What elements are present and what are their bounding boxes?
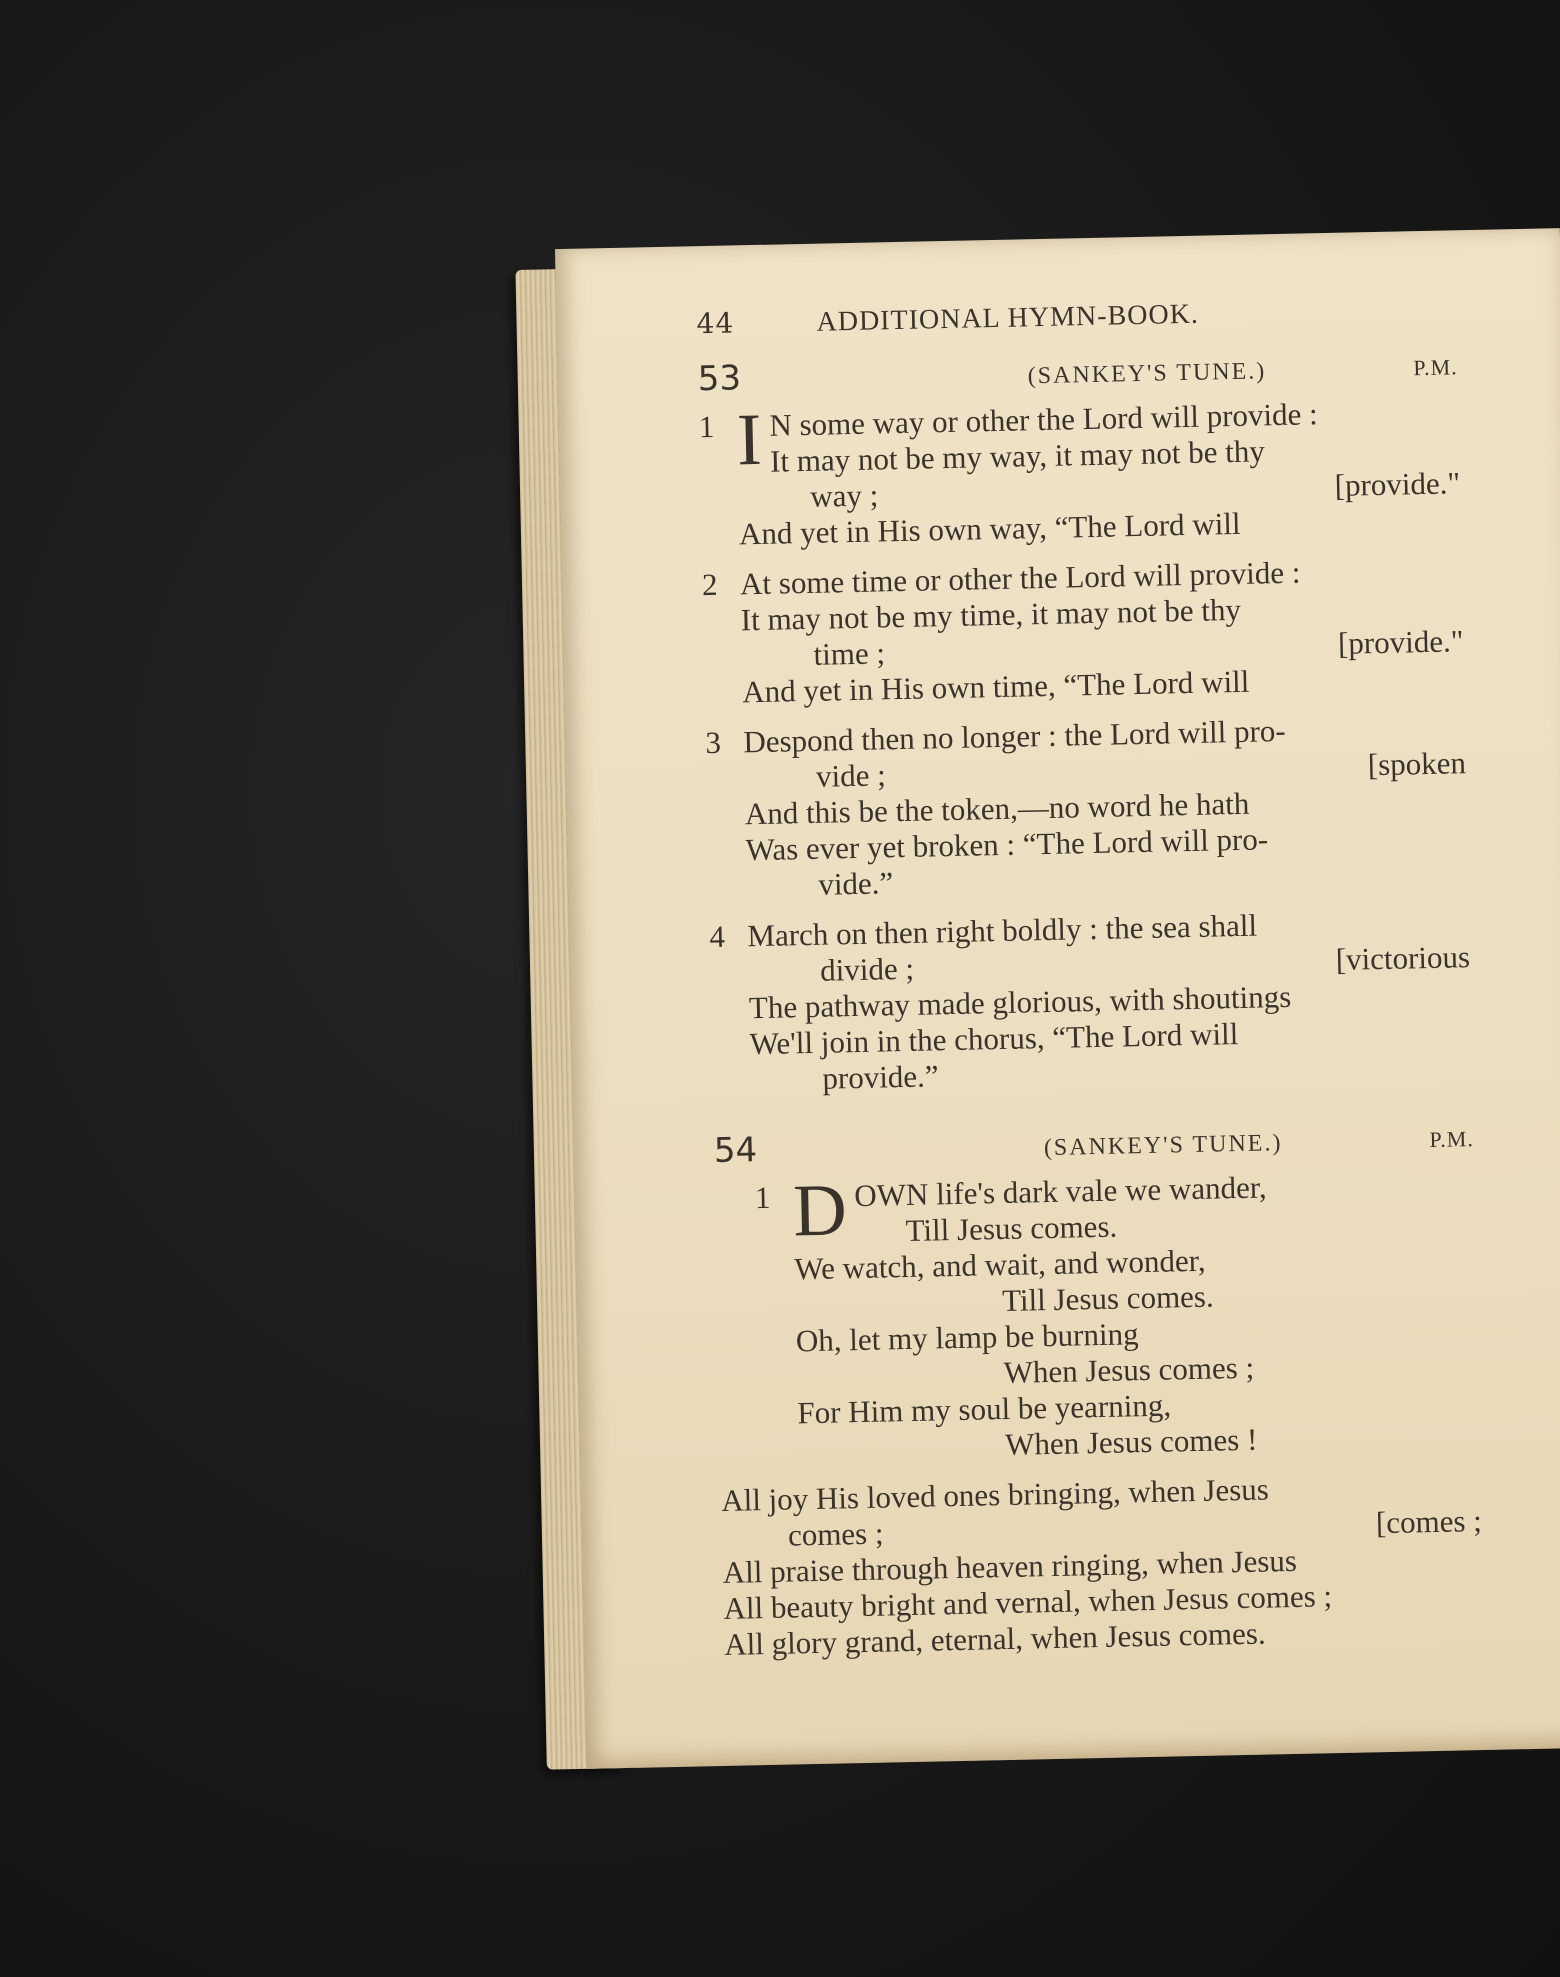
- verse-number: 4: [709, 918, 726, 955]
- verse-line: vide ;: [815, 757, 887, 794]
- verse-line: March on then right boldly : the sea shall: [747, 907, 1258, 954]
- chorus-line: All joy His loved ones bringing, when Jesus: [720, 1471, 1270, 1518]
- verse-line: Till Jesus comes.: [1001, 1278, 1215, 1319]
- verse-1: [715, 1165, 1481, 1469]
- verse-line: time ;: [813, 635, 886, 672]
- hymn-book: [515, 228, 1560, 1790]
- tune-name: (SANKEY'S TUNE.): [1043, 1130, 1283, 1162]
- verse-line: vide.”: [817, 865, 894, 902]
- verse-number: 2: [701, 566, 718, 603]
- hymn-number: 53: [697, 358, 742, 400]
- verse-line: It may not be my way, it may not be thy: [769, 433, 1266, 479]
- hymn-header: [697, 345, 1458, 401]
- verse-line: N some way or other the Lord will provide :: [769, 396, 1319, 443]
- hymn-53: [697, 345, 1472, 1099]
- verse-line: way ;: [809, 477, 879, 514]
- verse-line: It may not be my time, it may not be thy: [740, 591, 1242, 638]
- verse-4: [709, 903, 1473, 1099]
- page-text: [696, 290, 1485, 1677]
- chorus-line: All praise through heaven ringing, when Jesus: [722, 1542, 1298, 1590]
- verse-line: [victorious: [1335, 939, 1471, 977]
- verse-1: [698, 393, 1461, 553]
- meter: P.M.: [1429, 1126, 1475, 1153]
- verse-line: Despond then no longer : the Lord will pro-: [742, 712, 1287, 760]
- verse-line: And yet in His own time, “The Lord will: [741, 663, 1250, 710]
- chorus: [721, 1467, 1485, 1663]
- meter: P.M.: [1413, 354, 1458, 381]
- verse-line: We'll join in the chorus, “The Lord will: [749, 1016, 1239, 1062]
- verse-number: 3: [704, 724, 722, 761]
- chorus-line: [comes ;: [1375, 1503, 1483, 1541]
- page-number: 44: [696, 306, 735, 341]
- chorus-line: All beauty bright and vernal, when Jesus comes ;: [723, 1578, 1333, 1626]
- verse-line: And yet in His own way, “The Lord will: [738, 505, 1241, 552]
- drop-cap: I: [736, 398, 763, 482]
- verse-line: [provide.": [1337, 623, 1464, 661]
- verse-line: Oh, let my lamp be burning: [795, 1316, 1139, 1359]
- verse-line: At some time or other the Lord will provide :: [739, 554, 1301, 602]
- chorus-line: comes ;: [787, 1515, 884, 1553]
- drop-cap: D: [792, 1169, 848, 1253]
- hymn-header: [714, 1117, 1475, 1173]
- verse-line: divide ;: [819, 950, 915, 988]
- hymn-number: 54: [713, 1130, 758, 1172]
- book-title: ADDITIONAL HYMN-BOOK.: [816, 298, 1200, 338]
- verse-line: OWN life's dark vale we wander,: [853, 1169, 1267, 1214]
- tune-name: (SANKEY'S TUNE.): [1027, 358, 1267, 390]
- verse-line: Was ever yet broken : “The Lord will pro-: [745, 821, 1269, 868]
- verse-line: provide.”: [822, 1058, 939, 1096]
- verse-line: [provide.": [1334, 465, 1461, 503]
- verse-number: 1: [698, 408, 715, 445]
- book-page: [555, 228, 1560, 1769]
- verse-line: And this be the token,—no word he hath: [744, 785, 1250, 832]
- verse-line: We watch, and wait, and wonder,: [794, 1242, 1206, 1287]
- running-header: [696, 290, 1457, 343]
- verse-line: When Jesus comes ;: [1003, 1349, 1255, 1391]
- verse-line: [spoken: [1367, 745, 1467, 783]
- verse-2: [702, 551, 1465, 711]
- hymn-54: [714, 1117, 1485, 1663]
- verse-line: When Jesus comes !: [1004, 1421, 1258, 1462]
- verse-3: [705, 709, 1469, 905]
- chorus-line: All glory grand, eternal, when Jesus comes.: [723, 1615, 1267, 1662]
- verse-line: Till Jesus comes.: [905, 1208, 1118, 1249]
- verse-number: 1: [754, 1179, 771, 1216]
- verse-line: For Him my soul be yearning,: [797, 1387, 1172, 1431]
- verse-line: The pathway made glorious, with shoutings: [748, 978, 1292, 1026]
